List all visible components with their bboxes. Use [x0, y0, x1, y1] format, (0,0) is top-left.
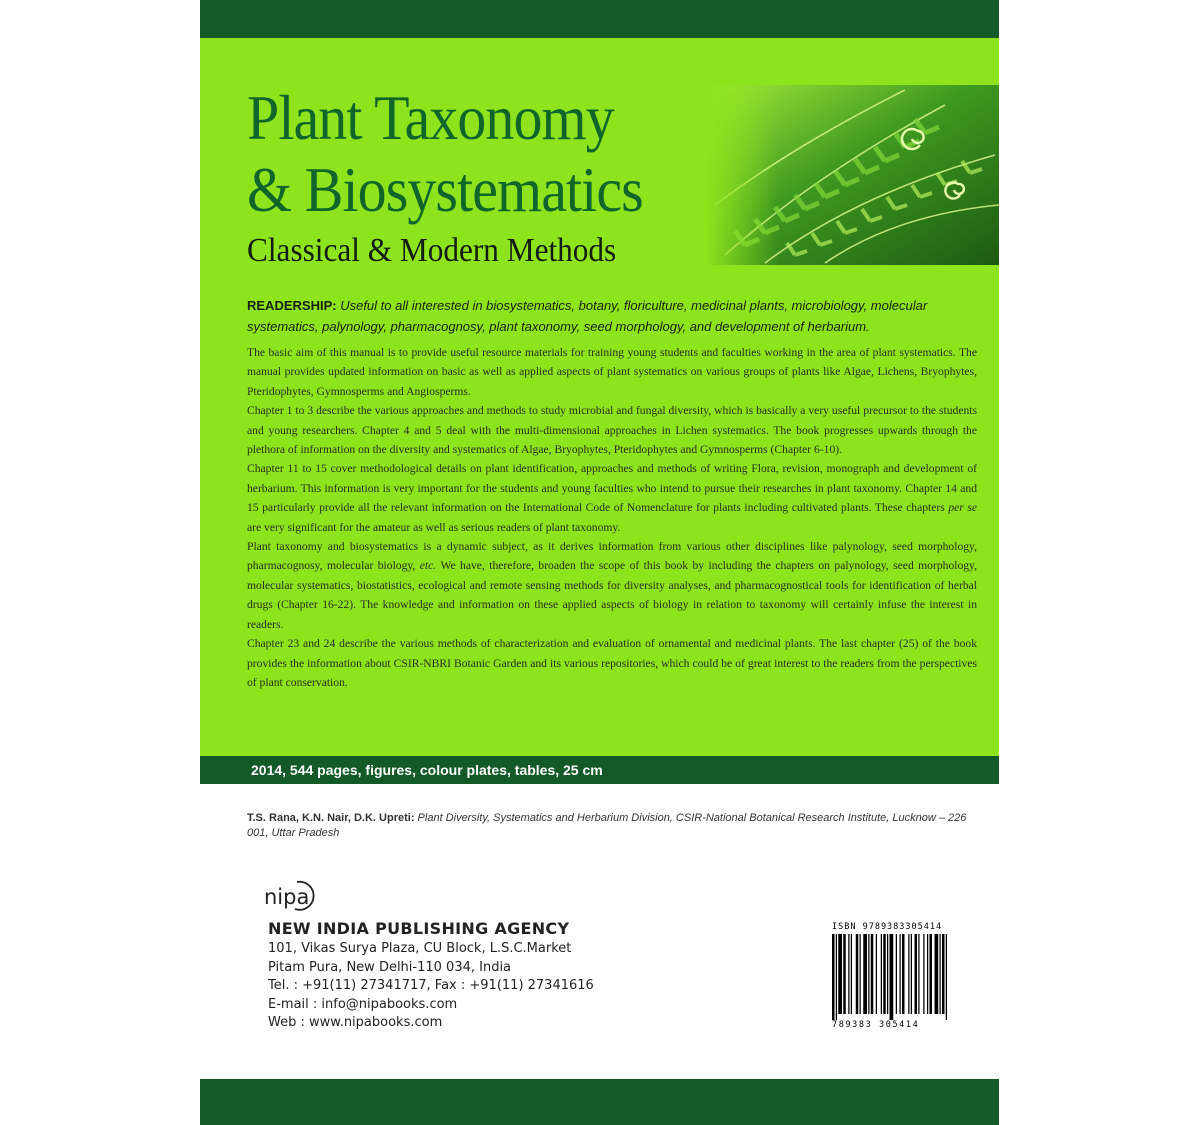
publisher-email[interactable]: E-mail : info@nipabooks.com [268, 996, 458, 1012]
description-text-span: Chapter 11 to 15 cover methodological details on plant identification, approaches and methods of writing Flora, revision, monograph and development of herbarium. This information is very important for the students and young faculties who intend to pursue their researches in plant taxonomy. Chapter 14 and 15 particularly provide all the relevant information on the International Code of Nomenclature for plants including cultivated plants. These chapters [247, 462, 977, 515]
book-title-line-1: Plant Taxonomy [247, 83, 614, 153]
description-paragraph [247, 537, 977, 634]
description-text-span: are very significant for the amateur as well as serious readers of plant taxonomy. [247, 520, 621, 534]
barcode-bar [838, 934, 842, 1014]
book-stats: 2014, 544 pages, figures, colour plates, tables, 25 cm [251, 762, 603, 778]
logo-text: nipa [264, 885, 310, 909]
barcode-bar [927, 934, 928, 1014]
barcode-bar [883, 934, 886, 1014]
barcode-bar [881, 934, 882, 1014]
description-paragraph [247, 459, 977, 537]
book-subtitle: Classical & Modern Methods [247, 232, 617, 269]
barcode-bar [832, 934, 835, 1020]
barcode-bar [848, 934, 849, 1014]
isbn-barcode [832, 922, 982, 1032]
top-color-band [200, 0, 999, 38]
publisher-address-1: 101, Vikas Surya Plaza, CU Block, L.S.C.Market [268, 941, 572, 956]
stats-band [200, 756, 999, 784]
barcode-bar [915, 934, 918, 1014]
barcode-bar [940, 934, 941, 1014]
description-paragraph: Chapter 23 and 24 describe the various methods of characterization and evaluation of ornamental and medicinal plants. The last chapter (25) of the book provides the information about CSIR-NBRI Botanic Garden and its various repositories, which could be of great interest to the readers from the perspectives of plant conservation. [247, 637, 977, 689]
barcode-bar [918, 934, 919, 1014]
barcode-bar [902, 934, 905, 1014]
barcode-bar [900, 934, 901, 1014]
description-paragraph: Chapter 1 to 3 describe the various approaches and methods to study microbial and fungal diversity, which is basically a very useful precursor to the students and young researchers. Chapter 4 and 5 deal with the multi-dimensional approaches in Lichen systematics. The book progresses upwards through the plethora of information on the diversity and systematics of Algae, Bryophytes, Pteridophytes and Gymnosperms (Chapter 6-10). [247, 404, 977, 457]
barcode-bar [930, 934, 933, 1014]
publisher-address-2: Pitam Pura, New Delhi-110 034, India [268, 959, 512, 975]
barcode-bar [890, 934, 894, 1020]
description-text [247, 343, 977, 692]
publisher-name: NEW INDIA PUBLISHING AGENCY [268, 919, 570, 938]
description-italic: per se [948, 501, 977, 515]
readership-paragraph [247, 295, 982, 337]
barcode-bar [860, 934, 861, 1014]
barcode-bar [923, 934, 924, 1014]
publisher-block [268, 918, 668, 1033]
barcode-bar [876, 934, 877, 1014]
author-names: T.S. Rana, K.N. Nair, D.K. Upreti: [247, 812, 415, 824]
barcode-bar [851, 934, 852, 1014]
green-panel [200, 38, 999, 756]
barcode-bar [935, 934, 939, 1014]
barcode-bar [863, 934, 867, 1014]
bottom-color-band [200, 1079, 999, 1125]
description-text-span: Plant taxonomy and biosystematics is a dynamic subject, as it derives information from various other disciplines like palynology, seed morphology, pharmacognosy, molecular biology, [247, 540, 977, 573]
description-italic: etc. [419, 559, 437, 573]
barcode-bar [911, 934, 912, 1014]
barcode-bar [908, 934, 909, 1014]
barcode-bar [942, 934, 945, 1014]
description-text-span: We have, therefore, broaden the scope of this book by including the chapters on palynology, seed morphology, molecular systematics, biostatistics, ecological and remote sensing methods for diversity analyses, and pharmacognostical tools for identification of herbal drugs (Chapter 16-22). The knowledge and information on these applied aspects of biology in relation to taxonomy will certainly infuse the interest in readers. [247, 559, 977, 631]
barcode-bar [946, 934, 947, 1020]
isbn-label: ISBN 9789383305414 [832, 922, 943, 932]
barcode-bar [868, 934, 869, 1014]
barcode-bar [887, 934, 888, 1014]
barcode-digits: 789383 305414 [832, 1020, 920, 1030]
barcode-bar [896, 934, 897, 1014]
barcode-bar [871, 934, 874, 1014]
book-back-cover [200, 0, 999, 1125]
barcode-bar [836, 934, 837, 1020]
authors-line [247, 811, 982, 841]
author-affiliation: Plant Diversity, Systematics and Herbarium Division, CSIR-National Botanical Research Institute, Lucknow – 226 001, Uttar Pradesh [247, 812, 967, 839]
nipa-logo [263, 878, 323, 914]
barcode-bar [843, 934, 846, 1014]
barcode-bars [832, 934, 982, 1020]
readership-label: READERSHIP: [247, 298, 337, 313]
title-block [247, 82, 717, 272]
book-title-line-2: & Biosystematics [247, 155, 643, 225]
readership-text: Useful to all interested in biosystematics, botany, floriculture, medicinal plants, microbiology, molecular systematics, palynology, pharmacognosy, plant taxonomy, seed morphology, and development of herbarium. [247, 298, 928, 334]
publisher-phone: Tel. : +91(11) 27341717, Fax : +91(11) 27341616 [268, 978, 594, 993]
barcode-bar [856, 934, 859, 1014]
publisher-web[interactable]: Web : www.nipabooks.com [268, 1015, 443, 1030]
fern-photo [705, 85, 999, 265]
description-paragraph: The basic aim of this manual is to provide useful resource materials for training young students and faculties working in the area of plant systematics. The manual provides updated information on basic as well as applied aspects of plant systematics on various groups of plants like Algae, Lichens, Bryophytes, Pteridophytes, Gymnosperms and Angiosperms. [247, 346, 977, 398]
